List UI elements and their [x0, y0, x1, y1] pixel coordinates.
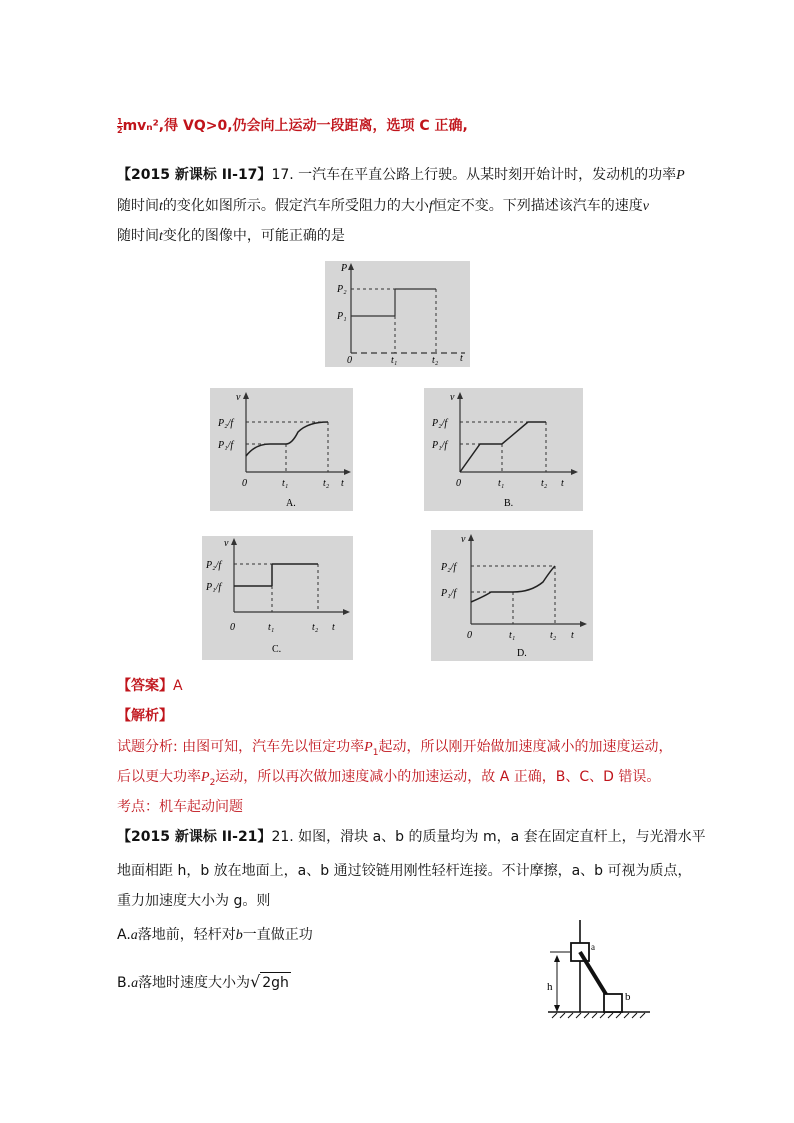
A-caption: A. — [286, 498, 296, 509]
A-p2f-label: P₂/f — [218, 418, 234, 429]
q21-line-2: 地面相距 h，b 放在地面上，a、b 通过铰链用刚性轻杆连接。不计摩擦，a、b 可视为质点， — [117, 863, 692, 879]
intro-line: $\frac{1}{2}$ mvₙ²,得 VQ>0,仍会向上运动一段距离，选项 C 正确, — [117, 116, 468, 135]
analysis-label: 【解析】 — [117, 708, 173, 724]
q21-option-A: A.a落地前，轻杆对b一直做正功 — [117, 927, 313, 943]
A-x-label: t — [341, 478, 344, 489]
q21-line-3: 重力加速度大小为 g。则 — [117, 893, 271, 909]
main-y-label: P — [341, 263, 348, 274]
main-t1: t₁ — [391, 355, 398, 366]
slider-rod-diagram — [540, 918, 655, 1020]
q17-line-3: 随时间t变化的图像中，可能正确的是 — [117, 228, 345, 244]
B-t1: t₁ — [498, 478, 505, 489]
C-t2: t₂ — [312, 622, 319, 633]
D-y-label: v — [461, 534, 466, 545]
D-t1: t₁ — [509, 630, 516, 641]
graph-D — [431, 530, 593, 661]
q21-option-B: B.a落地时速度大小为√ 2gh — [117, 972, 289, 991]
B-y-label: v — [450, 392, 455, 403]
D-p1f-label: P₁/f — [441, 588, 457, 599]
height-label: h — [547, 981, 553, 993]
B-p1f-label: P₁/f — [432, 440, 448, 451]
C-y-label: v — [224, 538, 229, 549]
q17-line-1: 【2015 新课标 II-17】17. 一汽车在平直公路上行驶。从某时刻开始计时，发动机的功率P — [117, 167, 685, 183]
main-p1-label: P₁ — [337, 311, 347, 322]
B-x-label: t — [561, 478, 564, 489]
kaodian-line: 考点：机车起动问题 — [117, 799, 243, 815]
analysis-line-2: 后以更大功率$P_2$运动，所以再次做加速度减小的加速运动，故 A 正确，B、C、D 错误。 — [117, 769, 661, 788]
power-time-graph — [325, 261, 470, 367]
D-caption: D. — [517, 648, 527, 659]
B-caption: B. — [504, 498, 514, 509]
A-origin: 0 — [242, 478, 247, 489]
main-origin: 0 — [347, 355, 352, 366]
A-p1f-label: P₁/f — [218, 440, 234, 451]
graph-A — [210, 388, 353, 511]
D-t2: t₂ — [550, 630, 557, 641]
C-t1: t₁ — [268, 622, 275, 633]
C-p1f-label: P₁/f — [206, 582, 222, 593]
C-x-label: t — [332, 622, 335, 633]
graph-B — [424, 388, 583, 511]
C-p2f-label: P₂/f — [206, 560, 222, 571]
C-origin: 0 — [230, 622, 235, 633]
graph-C — [202, 536, 353, 660]
A-t1: t₁ — [282, 478, 289, 489]
answer-line: 【答案】A — [117, 678, 183, 694]
D-p2f-label: P₂/f — [441, 562, 457, 573]
main-p2-label: P₂ — [337, 284, 347, 295]
block-b — [604, 994, 622, 1012]
main-x-label: t — [460, 353, 463, 364]
analysis-line-1: 试题分析: 由图可知，汽车先以恒定功率$P_1$起动，所以刚开始做加速度减小的加速度运动， — [117, 739, 673, 758]
B-t2: t₂ — [541, 478, 548, 489]
label-a: a — [591, 942, 595, 952]
B-p2f-label: P₂/f — [432, 418, 448, 429]
main-t2: t₂ — [432, 355, 439, 366]
fraction: $\frac{1}{2}$ — [117, 116, 123, 135]
q21-line-1: 【2015 新课标 II-21】21. 如图，滑块 a、b 的质量均为 m，a 套在固定直杆上，与光滑水平 — [117, 829, 706, 845]
C-caption: C. — [272, 644, 282, 655]
A-y-label: v — [236, 392, 241, 403]
A-t2: t₂ — [323, 478, 330, 489]
D-origin: 0 — [467, 630, 472, 641]
D-x-label: t — [571, 630, 574, 641]
q17-line-2: 随时间t的变化如图所示。假定汽车所受阻力的大小f恒定不变。下列描述该汽车的速度v — [117, 198, 649, 214]
B-origin: 0 — [456, 478, 461, 489]
label-b: b — [625, 991, 631, 1003]
